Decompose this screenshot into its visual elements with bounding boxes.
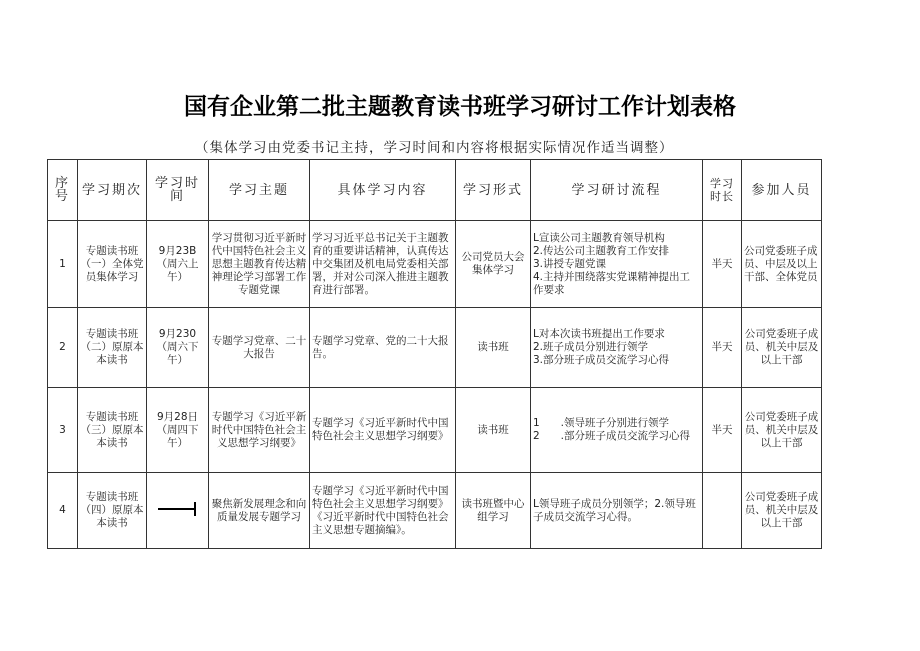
row-no: 4 — [48, 473, 78, 549]
row-form: 读书班 — [456, 308, 531, 388]
row-form: 读书班 — [456, 388, 531, 473]
row-content: 专题学习《习近平新时代中国特色社会主义思想学习纲要》 — [310, 388, 456, 473]
row-period: 专题读书班（一）全体党员集体学习 — [78, 221, 147, 308]
header-flow: 学习研讨流程 — [531, 160, 703, 221]
row-flow: L领导班子成员分别领学；2.领导班子成员交流学习心得。 — [531, 473, 703, 549]
page-subtitle: （集体学习由党委书记主持，学习时间和内容将根据实际情况作适当调整） — [195, 140, 674, 156]
row-duration: 半天 — [703, 308, 742, 388]
page-title: 国有企业第二批主题教育读书班学习研讨工作计划表格 — [184, 94, 736, 120]
row-period: 专题读书班（三）原原本本读书 — [78, 388, 147, 473]
row-content: 学习习近平总书记关于主题教育的重要讲话精神，认真传达中交集团及机电局党委相关部署，并对公司深入推进主题教育进行部署。 — [310, 221, 456, 308]
redaction-bar-mark — [158, 504, 198, 514]
table-header-row — [48, 160, 822, 221]
header-theme: 学习主题 — [209, 160, 310, 221]
row-theme: 专题学习党章、二十大报告 — [209, 308, 310, 388]
row-content: 专题学习《习近平新时代中国特色社会主义思想学习纲要》《习近平新时代中国特色社会主义思想专题摘编》。 — [310, 473, 456, 549]
table-row — [48, 308, 822, 388]
row-people: 公司党委班子成员、中层及以上干部、全体党员 — [742, 221, 822, 308]
row-content: 专题学习党章、党的二十大报告。 — [310, 308, 456, 388]
row-flow: L宣读公司主题教育领导机构 2.传达公司主题教育工作安排 3.讲授专题党课 4.主持并围绕落实党课精神提出工作要求 — [531, 221, 703, 308]
row-flow: L对本次读书班提出工作要求 2.班子成员分别进行领学 3.部分班子成员交流学习心得 — [531, 308, 703, 388]
table-row — [48, 473, 822, 549]
table-row — [48, 388, 822, 473]
row-duration: 半天 — [703, 221, 742, 308]
header-content: 具体学习内容 — [310, 160, 456, 221]
row-theme: 专题学习《习近平新时代中国特色社会主义思想学习纲要》 — [209, 388, 310, 473]
row-time: 9月28日（周四下午） — [147, 388, 209, 473]
header-people: 参加人员 — [742, 160, 822, 221]
row-period: 专题读书班（四）原原本本读书 — [78, 473, 147, 549]
header-no: 序号 — [48, 160, 78, 221]
header-duration: 学习时长 — [703, 160, 742, 221]
row-time: 9月230（周六下午） — [147, 308, 209, 388]
plan-table — [47, 159, 822, 549]
row-form: 公司党员大会集体学习 — [456, 221, 531, 308]
row-time: 9月23B（周六上午） — [147, 221, 209, 308]
row-no: 3 — [48, 388, 78, 473]
row-duration: 半天 — [703, 388, 742, 473]
header-period: 学习期次 — [78, 160, 147, 221]
row-no: 1 — [48, 221, 78, 308]
row-form: 读书班暨中心组学习 — [456, 473, 531, 549]
row-theme: 学习贯彻习近平新时代中国特色社会主义思想主题教育传达精神理论学习部署工作专题党课 — [209, 221, 310, 308]
row-people: 公司党委班子成员、机关中层及以上干部 — [742, 388, 822, 473]
row-period: 专题读书班（二）原原本本读书 — [78, 308, 147, 388]
header-time: 学习时间 — [147, 160, 209, 221]
table-row — [48, 221, 822, 308]
row-duration — [703, 473, 742, 549]
row-flow: 1 .领导班子分别进行领学 2 .部分班子成员交流学习心得 — [531, 388, 703, 473]
row-people: 公司党委班子成员、机关中层及以上干部 — [742, 308, 822, 388]
header-form: 学习形式 — [456, 160, 531, 221]
row-no: 2 — [48, 308, 78, 388]
row-theme: 聚焦新发展理念和向质量发展专题学习 — [209, 473, 310, 549]
row-time — [147, 473, 209, 549]
row-people: 公司党委班子成员、机关中层及以上干部 — [742, 473, 822, 549]
